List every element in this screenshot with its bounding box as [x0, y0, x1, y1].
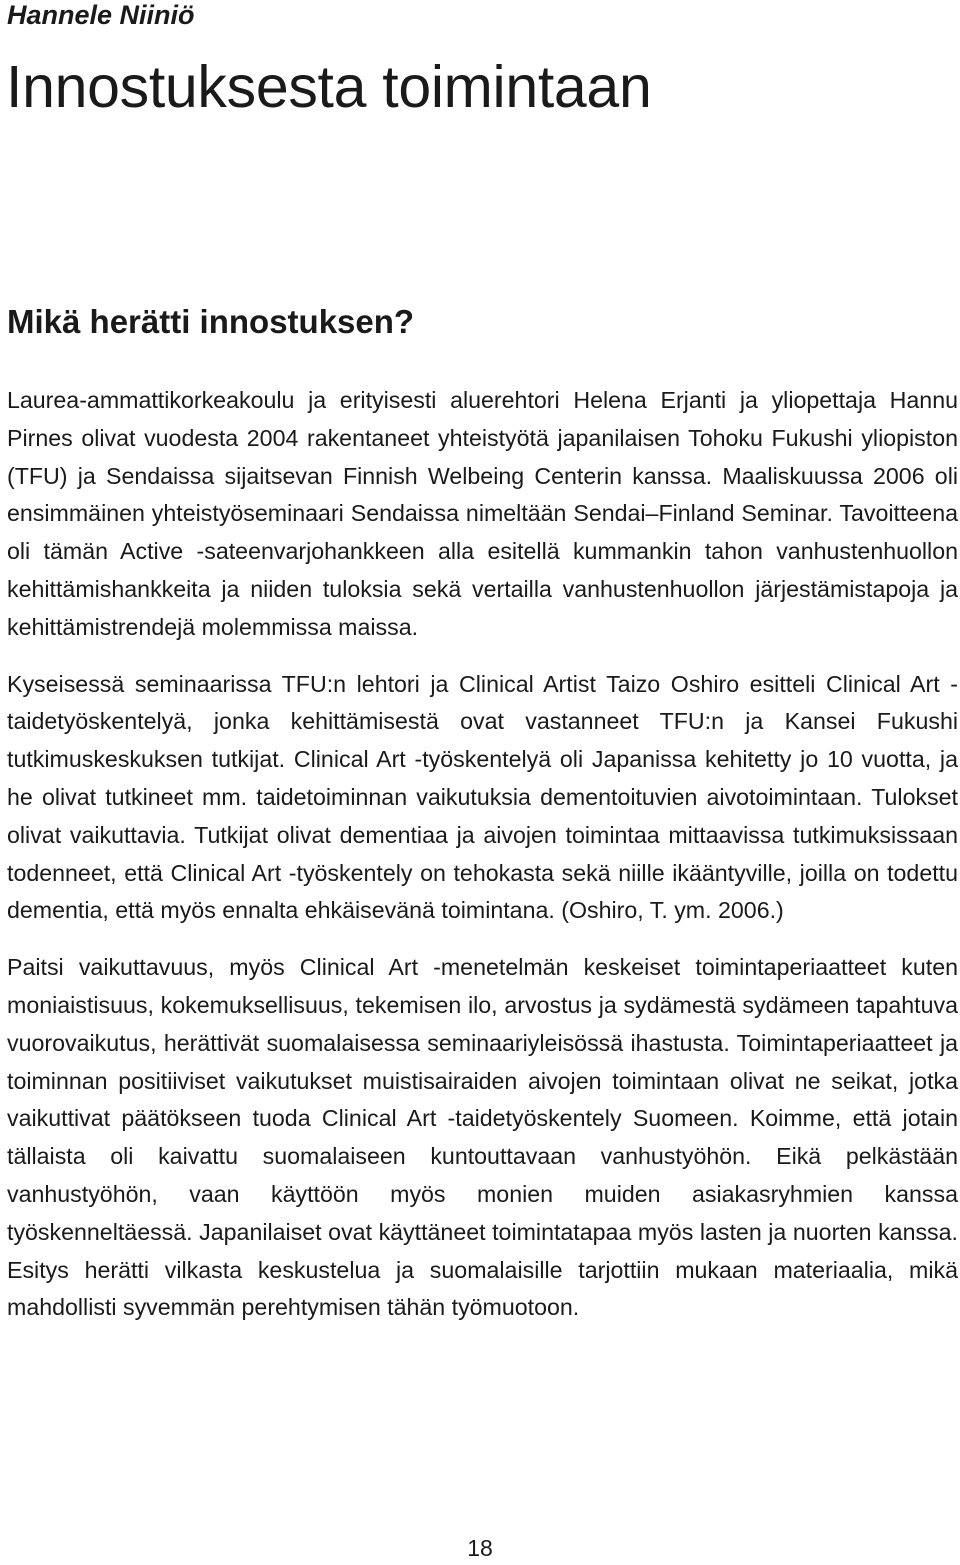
page-number: 18 [467, 1535, 493, 1561]
page-title: Innostuksesta toimintaan [6, 54, 652, 120]
section-heading: Mikä herätti innostuksen? [7, 303, 415, 340]
paragraph-1: Laurea-ammattikorkeakoulu ja erityisesti aluerehtori Helena Erjanti ja yliopettaja Hannu Pirnes olivat vuodesta 2004 rakentaneet yhteistyötä japanilaisen Tohoku Fukushi yliopiston (TFU) ja Sendaissa sijaitsevan Finnish Welbeing Centerin kanssa. Maaliskuussa 2006 oli ensimmäinen yhteistyöseminaari Sendaissa nimeltään Sendai–Finland Seminar. Tavoitteena oli tämän Active -sateenvarjohankkeen alla esitellä kummankin tahon vanhustenhuollon kehittämishankkeita ja niiden tuloksia sekä vertailla vanhustenhuollon järjestämistapoja ja kehittämistrendejä molemmissa maissa. [7, 387, 958, 640]
paragraph-2: Kyseisessä seminaarissa TFU:n lehtori ja Clinical Artist Taizo Oshiro esitteli Clinical Art -taidetyöskentelyä, jonka kehittämisestä ovat vastanneet TFU:n ja Kansei Fukushi tutkimuskeskuksen tutkijat. Clinical Art -työskentelyä oli Japanissa kehitetty jo 10 vuotta, ja he olivat tutkineet mm. taidetoiminnan vaikutuksia dementoituvien aivotoimintaan. Tulokset olivat vaikuttavia. Tutkijat olivat dementiaa ja aivojen toimintaa mittaavissa tutkimuksissaan todenneet, että Clinical Art -työskentely on tehokasta sekä niille ikääntyville, joilla on todettu dementia, että myös ennalta ehkäisevänä toimintana. (Oshiro, T. ym. 2006.) [7, 670, 958, 924]
paragraph-3: Paitsi vaikuttavuus, myös Clinical Art -menetelmän keskeiset toimintaperiaatteet kuten moniaistisuus, kokemuksellisuus, tekemisen ilo, arvostus ja sydämestä sydämeen tapahtuva vuorovaikutus, herättivät suomalaisessa seminaariyleisössä ihastusta. Toimintaperiaatteet ja toiminnan positiiviset vaikutukset muistisairaiden aivojen toimintaan olivat ne seikat, jotka vaikuttivat päätökseen tuoda Clinical Art -taidetyöskentely Suomeen. Koimme, että jotain tällaista oli kaivattu suomalaiseen kuntouttavaan vanhustyöhön. Eikä pelkästään vanhustyöhön, vaan käyttöön myös monien muiden asiakasryhmien kanssa työskenneltäessä. Japanilaiset ovat käyttäneet toimintatapaa myös lasten ja nuorten kanssa. Esitys herätti vilkasta keskustelua ja suomalaisille tarjottiin mukaan materiaalia, mikä mahdollisti syvemmän perehtymisen tähän työmuotoon. [7, 954, 958, 1321]
body-text [7, 382, 958, 1346]
author-name: Hannele Niiniö [7, 0, 195, 30]
